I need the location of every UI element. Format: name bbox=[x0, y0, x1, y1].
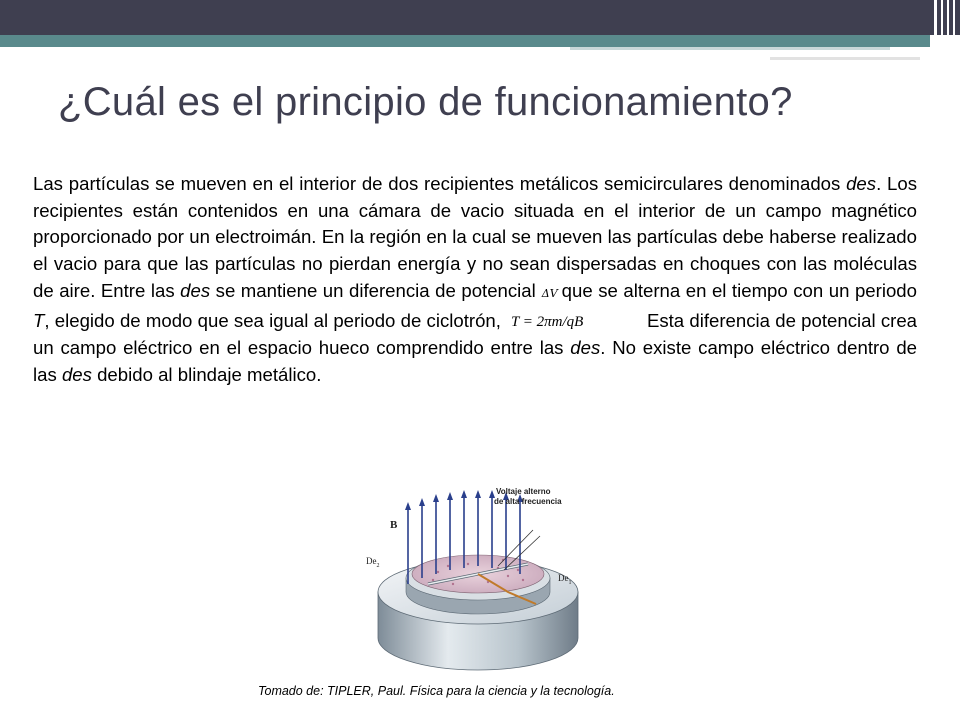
cyclotron-period-formula: T = 2πm/qB bbox=[510, 313, 584, 330]
text-run: . Los recipientes están contenidos en una cámara de vacio situada en el interior de un campo magnético proporcionado por un electroimán. En la región en la cual se mueven las partículas debe haberse realizado el vacio para que las partículas no pierdan energía y no sean dispersadas en choques con las moléculas de aire. Entre las bbox=[33, 173, 917, 301]
top-decorative-bar bbox=[0, 0, 960, 35]
top-accent-bar bbox=[0, 35, 930, 47]
text-run: que se alterna en el tiempo con un periodo bbox=[561, 279, 917, 301]
body-paragraph bbox=[33, 171, 917, 389]
italic-term: des bbox=[180, 279, 211, 301]
text-run: se mantiene un diferencia de potencial bbox=[210, 279, 536, 301]
label-voltage-line-2: de alta frecuencia bbox=[494, 497, 562, 506]
text-run: debido al blindaje metálico. bbox=[91, 363, 322, 385]
italic-term: T bbox=[33, 309, 45, 331]
label-b: B bbox=[390, 519, 398, 531]
label-de1-sub: 1 bbox=[568, 580, 572, 586]
text-run: , elegido de modo que sea igual al periodo de ciclotrón, bbox=[44, 309, 501, 331]
text-run: Las partículas se mueven en el interior de dos recipientes metálicos semicirculares denominados bbox=[33, 173, 847, 194]
top-thin-line-2 bbox=[770, 57, 920, 60]
slide-title: ¿Cuál es el principio de funcionamiento? bbox=[58, 80, 793, 124]
figure-caption: Tomado de: TIPLER, Paul. Física para la ciencia y la tecnología. bbox=[258, 684, 615, 698]
label-de2 bbox=[366, 556, 380, 569]
corner-stripes bbox=[930, 0, 960, 70]
cyclotron-diagram bbox=[358, 480, 598, 680]
text-run: . No existe campo eléctrico dentro de las bbox=[33, 337, 917, 385]
label-voltage-line-1: Voltaje alterno bbox=[496, 487, 551, 496]
italic-term: des bbox=[570, 337, 601, 359]
text-run: Esta diferencia de potencial crea un campo eléctrico en el espacio hueco comprendido entre las bbox=[33, 309, 917, 359]
label-de1-text: De bbox=[558, 573, 569, 583]
top-thin-line bbox=[570, 47, 890, 50]
italic-term: des bbox=[61, 363, 92, 385]
italic-term: des bbox=[846, 173, 877, 194]
label-de2-sub: 2 bbox=[376, 563, 380, 569]
label-de2-text: De bbox=[366, 556, 377, 566]
delta-v-symbol: ΔV bbox=[541, 286, 558, 300]
